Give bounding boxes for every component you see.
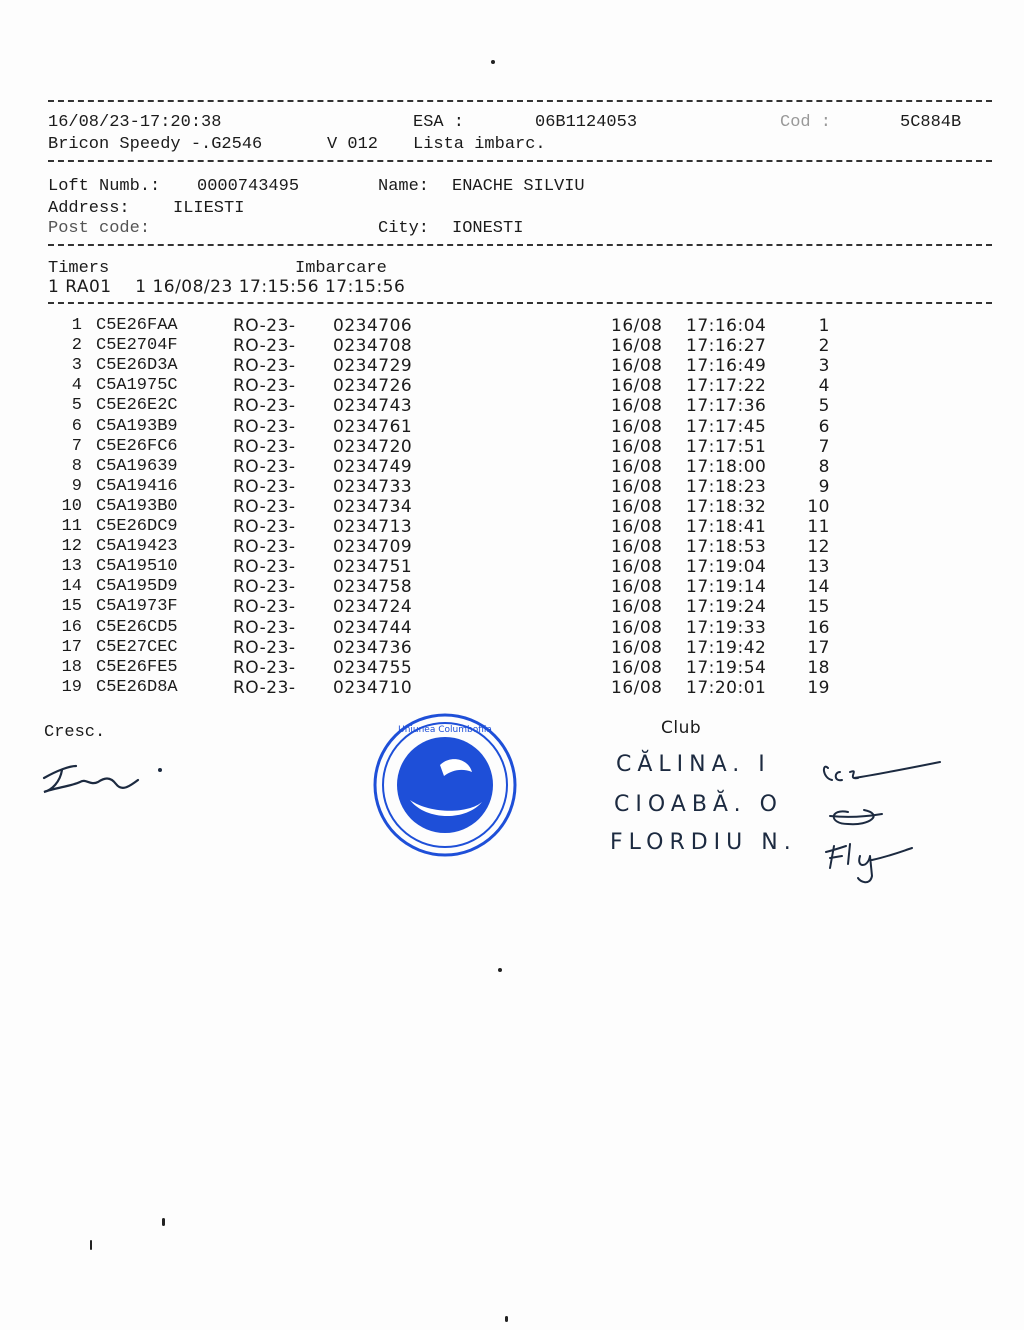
name-label: Name: [378, 177, 430, 196]
table-row [0, 437, 1024, 457]
entry-position: 3 [818, 356, 830, 377]
entry-number: 7 [71, 436, 82, 456]
entry-ring: 0234743 [333, 396, 413, 417]
scan-speck [505, 1316, 508, 1322]
entry-ring-prefix: RO-23- [233, 396, 296, 417]
entry-date: 16/08 [611, 316, 663, 336]
esa-label: ESA : [413, 113, 465, 132]
entry-time: 17:19:24 [686, 597, 767, 618]
entry-position: 16 [807, 617, 830, 638]
entry-ring: 0234755 [333, 657, 413, 678]
device-name: Bricon Speedy -.G2546 [48, 135, 263, 154]
entry-ring: 0234751 [333, 557, 413, 578]
entry-ring-prefix: RO-23- [233, 336, 296, 357]
table-row [0, 597, 1024, 617]
entry-date: 16/08 [611, 577, 663, 598]
timers-label: Timers [48, 259, 110, 278]
entry-position: 11 [807, 517, 830, 537]
entry-ring: 0234761 [333, 416, 413, 437]
entry-time: 17:16:49 [686, 356, 767, 377]
entry-chip: C5E2704F [96, 336, 178, 356]
entry-ring: 0234709 [333, 537, 413, 558]
loft-label: Loft Numb.: [48, 177, 161, 196]
entry-number: 6 [71, 416, 82, 436]
table-row [0, 557, 1024, 577]
entry-ring-prefix: RO-23- [233, 356, 296, 377]
scan-speck [162, 1218, 165, 1226]
entry-date: 16/08 [611, 537, 663, 558]
entry-time: 17:18:23 [686, 476, 767, 497]
entry-number: 5 [71, 396, 82, 416]
entry-chip: C5E26E2C [96, 396, 178, 416]
entry-number: 16 [61, 617, 82, 637]
city-label: City: [378, 219, 430, 238]
entry-ring: 0234733 [333, 476, 413, 497]
entry-time: 17:18:00 [686, 456, 767, 477]
entry-date: 16/08 [611, 376, 663, 397]
entry-time: 17:16:04 [686, 316, 767, 336]
table-row [0, 376, 1024, 396]
entry-ring: 0234720 [333, 436, 413, 457]
entry-date: 16/08 [611, 436, 663, 457]
entry-ring: 0234706 [333, 316, 413, 336]
breeder-signature [38, 756, 178, 816]
entry-number: 8 [71, 456, 82, 476]
entry-position: 7 [818, 436, 830, 457]
entry-time: 17:19:04 [686, 557, 767, 578]
entry-chip: C5A19416 [96, 476, 178, 496]
cod-value: 5C884B [900, 113, 962, 132]
entry-ring-prefix: RO-23- [233, 416, 296, 437]
entry-position: 2 [818, 336, 830, 357]
entry-number: 14 [61, 577, 82, 597]
entry-ring-prefix: RO-23- [233, 436, 296, 457]
entry-ring-prefix: RO-23- [233, 577, 296, 598]
entry-ring: 0234749 [333, 456, 413, 477]
cresc-label: Cresc. [44, 723, 106, 742]
entry-number: 13 [61, 557, 82, 577]
entry-ring-prefix: RO-23- [233, 537, 296, 558]
table-row [0, 497, 1024, 517]
table-row [0, 336, 1024, 356]
entry-date: 16/08 [611, 456, 663, 477]
entry-time: 17:17:45 [686, 416, 767, 437]
separator-header [48, 160, 992, 162]
table-row [0, 396, 1024, 416]
entry-ring-prefix: RO-23- [233, 456, 296, 477]
entry-position: 18 [807, 657, 830, 678]
entry-ring: 0234744 [333, 617, 413, 638]
entry-position: 15 [807, 597, 830, 618]
entry-number: 12 [61, 537, 82, 557]
postcode-label: Post code: [48, 219, 151, 238]
esa-value: 06B1124053 [535, 113, 638, 132]
entry-chip: C5A195D9 [96, 577, 178, 597]
entry-ring-prefix: RO-23- [233, 677, 296, 698]
club-stamp [370, 710, 520, 860]
entry-ring: 0234736 [333, 637, 413, 658]
entry-chip: C5A193B9 [96, 416, 178, 436]
entry-chip: C5E26CD5 [96, 617, 178, 637]
club-signatures [820, 752, 950, 892]
entry-time: 17:17:36 [686, 396, 767, 417]
entry-chip: C5E26FE5 [96, 657, 178, 677]
table-row [0, 678, 1024, 698]
entry-number: 11 [61, 517, 82, 536]
entry-chip: C5E26D3A [96, 356, 178, 376]
imbarcare-label: Imbarcare [295, 259, 387, 278]
entry-chip: C5E26FAA [96, 316, 178, 335]
entry-position: 13 [807, 557, 830, 578]
cod-label: Cod : [780, 113, 832, 132]
separator-top [48, 100, 992, 102]
club-member-2: CIOABĂ. O [614, 792, 783, 817]
print-timestamp: 16/08/23-17:20:38 [48, 113, 222, 132]
entry-date: 16/08 [611, 336, 663, 357]
table-row [0, 658, 1024, 678]
entry-position: 8 [818, 456, 830, 477]
scan-speck [498, 968, 502, 972]
entry-date: 16/08 [611, 356, 663, 377]
entry-date: 16/08 [611, 597, 663, 618]
separator-timers [48, 302, 992, 304]
entry-time: 17:17:51 [686, 436, 767, 457]
table-row [0, 577, 1024, 597]
entry-date: 16/08 [611, 557, 663, 578]
table-row [0, 457, 1024, 477]
entry-chip: C5E26D8A [96, 677, 178, 697]
city-value: IONESTI [452, 219, 524, 238]
entry-chip: C5A19639 [96, 456, 178, 476]
entry-ring-prefix: RO-23- [233, 496, 296, 517]
scan-speck [90, 1240, 92, 1250]
entry-number: 4 [71, 376, 82, 396]
entry-ring-prefix: RO-23- [233, 597, 296, 618]
entry-number: 19 [61, 677, 82, 697]
stamp-text: Uniunea Columbofila [398, 725, 492, 735]
entry-ring: 0234734 [333, 496, 413, 517]
entry-time: 17:18:53 [686, 537, 767, 558]
entry-position: 10 [807, 496, 830, 517]
timer-line: 1 RA01 1 16/08/23 17:15:56 17:15:56 [48, 277, 406, 297]
device-version: V 012 [327, 135, 379, 154]
entry-ring-prefix: RO-23- [233, 517, 296, 537]
table-row [0, 417, 1024, 437]
entry-ring-prefix: RO-23- [233, 557, 296, 578]
entry-date: 16/08 [611, 517, 663, 537]
table-row [0, 517, 1024, 537]
entry-chip: C5A1975C [96, 376, 178, 396]
table-row [0, 356, 1024, 376]
scan-speck [491, 60, 495, 64]
entry-ring-prefix: RO-23- [233, 476, 296, 497]
entry-number: 1 [71, 316, 82, 335]
entry-time: 17:19:33 [686, 617, 767, 638]
entry-number: 10 [61, 496, 82, 516]
table-row [0, 537, 1024, 557]
list-title: Lista imbarc. [413, 135, 546, 154]
entry-position: 5 [818, 396, 830, 417]
separator-owner [48, 244, 992, 246]
entry-ring-prefix: RO-23- [233, 637, 296, 658]
table-row [0, 477, 1024, 497]
table-row [0, 618, 1024, 638]
entry-time: 17:18:41 [686, 517, 767, 537]
entry-position: 4 [818, 376, 830, 397]
loft-number: 0000743495 [197, 177, 300, 196]
entry-position: 19 [807, 677, 830, 698]
entry-time: 17:19:42 [686, 637, 767, 658]
entry-date: 16/08 [611, 677, 663, 698]
entry-chip: C5A19423 [96, 537, 178, 557]
table-row [0, 316, 1024, 336]
entry-date: 16/08 [611, 416, 663, 437]
entry-chip: C5E26FC6 [96, 436, 178, 456]
entry-number: 18 [61, 657, 82, 677]
entry-date: 16/08 [611, 476, 663, 497]
entry-ring: 0234710 [333, 677, 413, 698]
entry-ring: 0234713 [333, 517, 413, 537]
entry-ring-prefix: RO-23- [233, 617, 296, 638]
club-member-1: CĂLINA. I [616, 752, 771, 777]
entry-date: 16/08 [611, 637, 663, 658]
entry-position: 12 [807, 537, 830, 558]
entry-date: 16/08 [611, 496, 663, 517]
entry-ring: 0234729 [333, 356, 413, 377]
entry-chip: C5A19510 [96, 557, 178, 577]
entry-chip: C5A193B0 [96, 496, 178, 516]
address-value: ILIESTI [173, 199, 245, 218]
entry-number: 2 [71, 336, 82, 356]
entry-time: 17:20:01 [686, 677, 767, 698]
entry-time: 17:18:32 [686, 496, 767, 517]
entry-ring-prefix: RO-23- [233, 657, 296, 678]
entry-date: 16/08 [611, 396, 663, 417]
entry-position: 1 [818, 316, 830, 336]
entry-chip: C5E26DC9 [96, 517, 178, 536]
entry-time: 17:16:27 [686, 336, 767, 357]
entry-ring: 0234758 [333, 577, 413, 598]
entry-time: 17:19:54 [686, 657, 767, 678]
entry-number: 15 [61, 597, 82, 617]
entry-number: 3 [71, 356, 82, 376]
entry-ring: 0234726 [333, 376, 413, 397]
entry-ring: 0234708 [333, 336, 413, 357]
table-row [0, 638, 1024, 658]
entry-position: 6 [818, 416, 830, 437]
club-member-3: FLORDIU N. [610, 830, 797, 855]
entry-ring: 0234724 [333, 597, 413, 618]
entry-ring-prefix: RO-23- [233, 376, 296, 397]
entry-position: 14 [807, 577, 830, 598]
entry-number: 17 [61, 637, 82, 657]
entry-date: 16/08 [611, 617, 663, 638]
entry-chip: C5E27CEC [96, 637, 178, 657]
entry-chip: C5A1973F [96, 597, 178, 617]
entry-time: 17:19:14 [686, 577, 767, 598]
entry-ring-prefix: RO-23- [233, 316, 296, 336]
entry-position: 9 [818, 476, 830, 497]
entry-time: 17:17:22 [686, 376, 767, 397]
owner-name: ENACHE SILVIU [452, 177, 585, 196]
entry-position: 17 [807, 637, 830, 658]
entry-number: 9 [71, 476, 82, 496]
address-label: Address: [48, 199, 130, 218]
club-label: Club [661, 718, 702, 738]
entry-date: 16/08 [611, 657, 663, 678]
